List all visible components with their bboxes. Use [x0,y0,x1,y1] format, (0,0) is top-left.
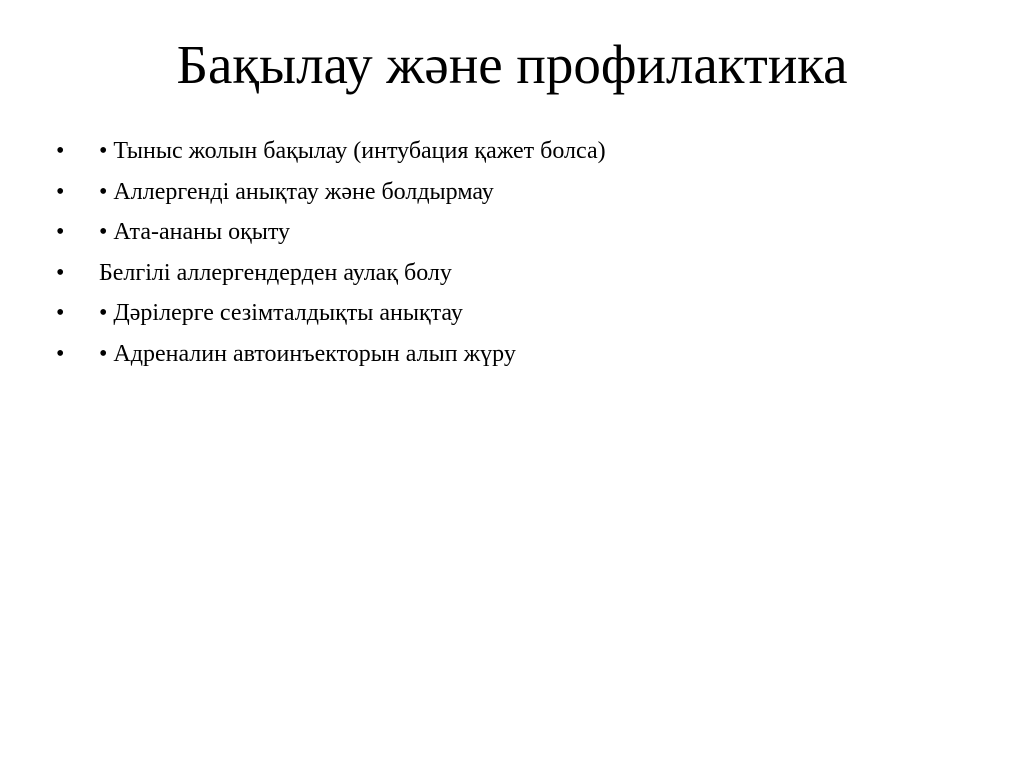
list-item [56,253,996,294]
list-item-text: Белгілі аллергендерден аулақ болу [99,259,452,286]
bullet-icon: • [56,138,65,164]
list-item-text: • Аллергенді анықтау және болдырмау [99,178,494,205]
list-item-text: • Адреналин автоинъекторын алып жүру [99,340,516,367]
list-item [56,334,996,375]
bullet-icon: • [56,259,65,286]
list-item [56,131,996,172]
bullet-icon: • [56,178,65,205]
list-item [56,293,996,334]
list-item [56,172,996,213]
list-item-text: • Ата-ананы оқыту [99,219,291,245]
slide-title: Бақылау және профилактика [176,34,848,95]
bullet-icon: • [56,340,65,367]
list-item-text: • Дәрілерге сезімталдықты анықтау [99,300,463,326]
bullet-list [56,131,996,374]
list-item-text: • Тыныс жолын бақылау (интубация қажет болса) [99,138,606,164]
bullet-icon: • [56,219,65,245]
bullet-icon: • [56,300,65,326]
list-item [56,212,996,253]
